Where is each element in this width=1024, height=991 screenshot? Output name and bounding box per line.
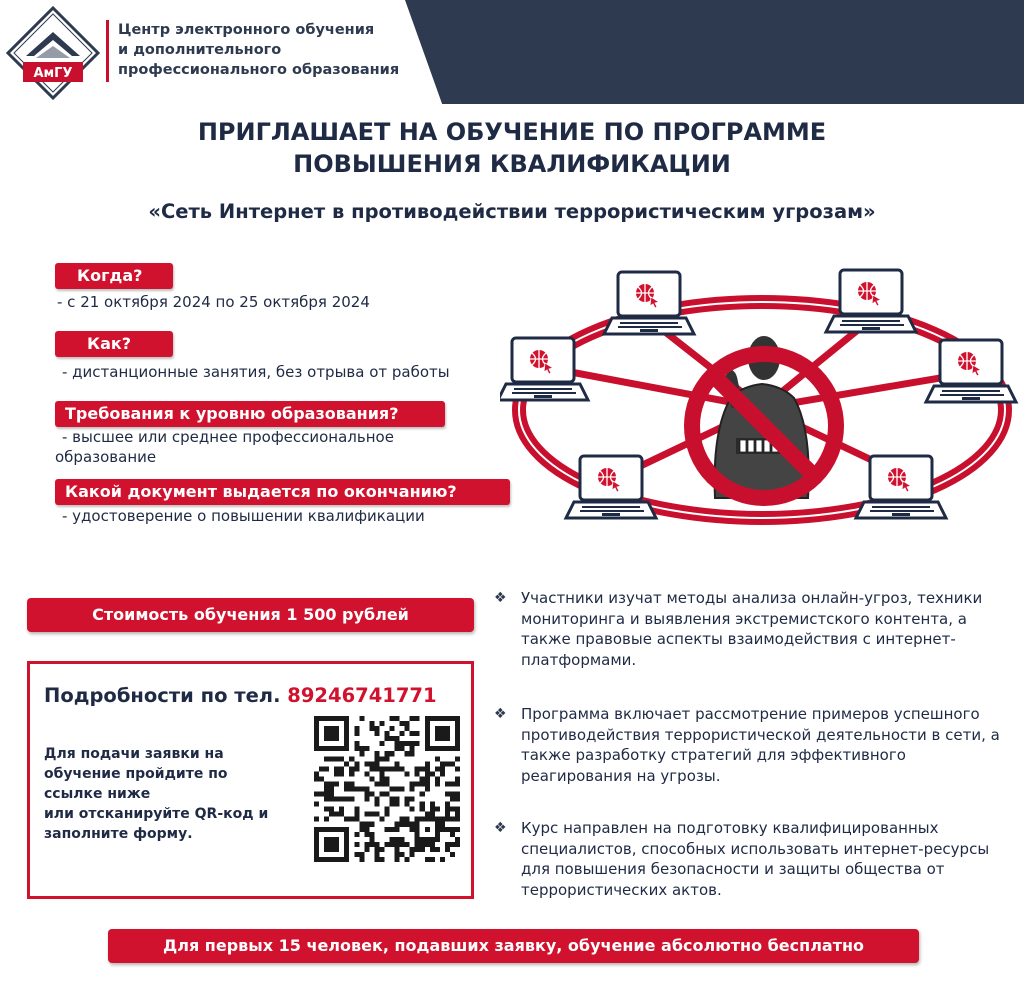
requirements-line: - высшее или среднее профессиональное — [62, 428, 394, 446]
logo-text: АмГУ — [33, 66, 73, 81]
apply-instructions — [44, 744, 304, 844]
requirements-value — [55, 427, 394, 467]
when-label: Когда? — [55, 263, 173, 289]
free-offer-banner: Для первых 15 человек, подавших заявку, обучение абсолютно бесплатно — [108, 929, 919, 963]
title-line: ПРИГЛАШАЕТ НА ОБУЧЕНИЕ ПО ПРОГРАММЕ — [197, 118, 827, 146]
apply-line: или отсканируйте QR-код и — [44, 806, 269, 822]
how-label: Как? — [55, 331, 173, 357]
header-band — [405, 0, 1024, 104]
price-badge: Стоимость обучения 1 500 рублей — [27, 598, 474, 632]
apply-line: обучение пройдите по — [44, 766, 228, 782]
how-value: - дистанционные занятия, без отрыва от работы — [62, 363, 450, 381]
logo-divider — [106, 20, 109, 82]
title-line: ПОВЫШЕНИЯ КВАЛИФИКАЦИИ — [293, 150, 731, 178]
apply-line: Для подачи заявки на — [44, 746, 224, 762]
bullet-text: Программа включает рассмотрение примеров успешного противодействия террористической деятельности в сети, а также разработку стратегий для эффективного реагирования на угрозы. — [521, 705, 1000, 785]
qr-code-icon[interactable] — [314, 716, 460, 862]
requirements-line: образование — [55, 448, 157, 466]
bullet-text: Участники изучат методы анализа онлайн-угроз, техники мониторинга и выявления экстремистского контента, а также правовые аспекты взаимодействия с интернет-платформами. — [521, 589, 983, 669]
apply-line: заполните форму. — [44, 826, 193, 842]
diamond-bullet-icon: ❖ — [494, 590, 507, 606]
diamond-bullet-icon: ❖ — [494, 706, 507, 722]
document-value: - удостоверение о повышении квалификации — [62, 507, 425, 525]
network-illustration — [500, 258, 1024, 558]
amgu-logo — [6, 6, 100, 100]
document-label: Какой документ выдается по окончанию? — [55, 479, 510, 505]
requirements-label: Требования к уровню образования? — [55, 401, 445, 427]
contact-box — [27, 661, 474, 899]
phone-number[interactable]: 89246741771 — [287, 684, 437, 707]
bullet-text: Курс направлен на подготовку квалифицированных специалистов, способных использовать интернет-ресурсы для повышения безопасности и защиты общества от террористических актов. — [521, 819, 990, 899]
phone-line — [44, 684, 437, 707]
org-name-line: Центр электронного обучения — [118, 22, 375, 38]
program-name: «Сеть Интернет в противодействии террористическим угрозам» — [148, 200, 876, 223]
org-name-line: профессионального образования — [118, 62, 400, 78]
when-value: - с 21 октября 2024 по 25 октября 2024 — [57, 293, 370, 311]
org-name-line: и дополнительного — [118, 42, 282, 58]
org-name — [118, 20, 408, 80]
page-title — [0, 116, 1024, 180]
phone-prefix: Подробности по тел. — [44, 684, 281, 707]
diamond-bullet-icon: ❖ — [494, 820, 507, 836]
apply-line: ссылке ниже — [44, 786, 151, 802]
